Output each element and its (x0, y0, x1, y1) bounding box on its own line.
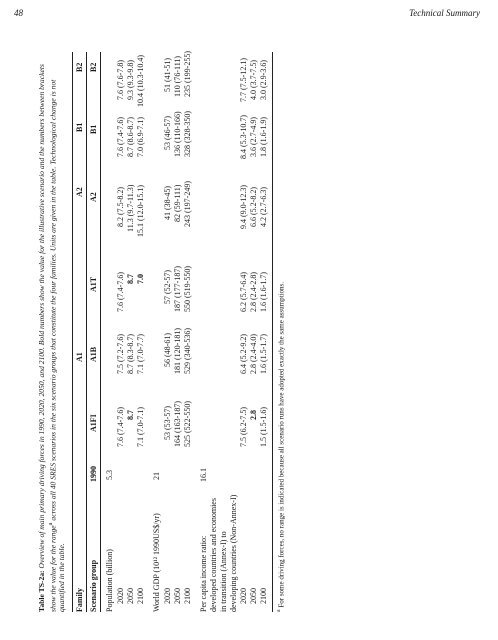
block-title-line: Per capita income ratio: (199, 535, 208, 612)
group-b1: B1 (89, 124, 98, 134)
value-a1fi: 525 (522-550) (183, 401, 192, 447)
year-label: 2050 (126, 588, 135, 604)
value-b1: 7.6 (7.4-7.6) (116, 117, 125, 157)
value-a1b: 1.6 (1.5-1.7) (259, 334, 268, 374)
value-a1b: 529 (340-536) (183, 328, 192, 374)
value-a1fi: 7.6 (7.4-7.6) (116, 407, 125, 447)
year-label: 2100 (136, 588, 145, 604)
base-income-ratio: 16.1 (199, 468, 208, 482)
caption-label: Table TS-2a: (37, 570, 46, 612)
value-a1b: 7.1 (7.0-7.7) (136, 334, 145, 374)
block-title-line: developing countries (Non-Annex-I) (229, 494, 238, 612)
group-a2: A2 (89, 192, 98, 202)
year-label: 2020 (116, 588, 125, 604)
value-a1fi: 7.5 (6.2-7.5) (239, 407, 248, 447)
value-a1t: 7.6 (7.4-7.6) (116, 272, 125, 312)
value-a2: 6.6 (5.2-8.2) (249, 187, 258, 227)
value-b1: 7.0 (6.9-7.1) (136, 117, 145, 157)
value-a1fi: 8.7 (126, 410, 135, 420)
value-a2: 11.3 (9.7-11.3) (126, 184, 135, 232)
value-b1: 8.7 (8.6-8.7) (126, 117, 135, 157)
value-b2: 3.0 (2.9-3.6) (259, 60, 268, 100)
family-a1: A1 (75, 352, 84, 362)
year-label: 2020 (239, 588, 248, 604)
value-a1b: 7.5 (7.2-7.6) (116, 334, 125, 374)
block-title-line: developed countries and economies (209, 498, 218, 612)
value-b2: 51 (41-51) (163, 58, 172, 92)
footnote-text: For some driving forces, no range is indicated because all scenario runs have adopted exactly the same assumptions. (277, 282, 286, 610)
value-b1: 8.4 (5.3-10.7) (239, 115, 248, 159)
value-a2: 82 (59-111) (173, 184, 182, 222)
scenario-group-label: Scenario group (89, 559, 98, 612)
value-b2: 9.3 (9.3-9.8) (126, 60, 135, 100)
value-b2: 7.6 (7.6-7.8) (116, 60, 125, 100)
year-label: 2050 (249, 588, 258, 604)
value-b2: 10.4 (10.3-10.4) (136, 55, 145, 107)
group-a1b: A1B (89, 346, 98, 362)
group-b2: B2 (89, 62, 98, 72)
value-a1fi: 53 (53-57) (163, 406, 172, 440)
table-caption (38, 52, 67, 612)
base-gdp: 21 (152, 472, 161, 480)
value-a2: 15.1 (12.0-15.1) (136, 185, 145, 237)
value-b2: 110 (76-111) (173, 55, 182, 97)
block-title-gdp: World GDP (10¹² 1990US$/yr) (152, 513, 161, 612)
bottom-rule (272, 52, 273, 612)
value-a2: 4.2 (2.7-6.3) (259, 187, 268, 227)
value-a1t: 57 (52-57) (163, 270, 172, 304)
value-a1fi: 7.1 (7.0-7.1) (136, 407, 145, 447)
value-b1: 53 (46-57) (163, 116, 172, 150)
value-b1: 136 (110-166) (173, 111, 182, 157)
group-a1t: A1T (89, 276, 98, 292)
value-a1t: 8.7 (126, 274, 135, 284)
block-title-line: in transition (Annex-I) to (219, 531, 228, 612)
year-label: 2100 (259, 588, 268, 604)
value-a1b: 2.8 (2.4-4.0) (249, 334, 258, 374)
rotated-table (38, 40, 468, 612)
value-a2: 41 (38-45) (163, 186, 172, 220)
year-label: 2020 (163, 588, 172, 604)
value-a1t: 187 (177-187) (173, 266, 182, 312)
family-a2: A2 (75, 187, 84, 197)
value-a1b: 181 (120-181) (173, 328, 182, 374)
page-number: 48 (14, 8, 23, 18)
value-b2: 235 (199-255) (183, 51, 192, 97)
table-footnote (276, 52, 286, 612)
footnote-sup: a (276, 609, 282, 612)
value-b1: 3.6 (2.7-4.9) (249, 117, 258, 157)
family-b1: B1 (75, 122, 84, 132)
value-a1fi: 164 (163-187) (173, 401, 182, 447)
value-b2: 7.7 (7.5-12.1) (239, 58, 248, 102)
year-label: 2050 (173, 588, 182, 604)
value-b1: 1.8 (1.6-1.9) (259, 117, 268, 157)
running-header: Technical Summary (409, 8, 480, 18)
family-b2: B2 (75, 62, 84, 72)
base-population: 5.3 (105, 470, 114, 480)
value-a1fi: 2.8 (249, 410, 258, 420)
value-a1t: 550 (519-550) (183, 266, 192, 312)
value-a1b: 6.4 (5.2-9.2) (239, 334, 248, 374)
family-rule (86, 52, 87, 612)
group-a1fi: A1FI (89, 414, 98, 432)
value-a1b: 56 (48-61) (163, 333, 172, 367)
value-a1t: 1.6 (1.6-1.7) (259, 272, 268, 312)
value-b2: 4.0 (3.7-7.5) (249, 60, 258, 100)
value-a2: 243 (197-249) (183, 181, 192, 227)
top-rule (72, 52, 73, 612)
caption-text-2: across all 40 SRES scenarios in the six scenario groups that constitute the four families. Units are given in the table. Technological change is not quantified in the table. (48, 79, 67, 612)
value-a1t: 2.8 (2.4-2.8) (249, 272, 258, 312)
family-label: Family (75, 588, 84, 612)
value-a1t: 7.0 (136, 274, 145, 284)
header-rule (100, 52, 101, 612)
value-a1fi: 1.5 (1.5-1.6) (259, 407, 268, 447)
block-title-population: Population (billion) (105, 549, 114, 612)
year-label: 2100 (183, 588, 192, 604)
group-1990: 1990 (89, 466, 98, 482)
value-b1: 328 (328-350) (183, 111, 192, 157)
value-a2: 9.4 (9.0-12.3) (239, 185, 248, 229)
value-a1b: 8.7 (8.3-8.7) (126, 334, 135, 374)
value-a1t: 6.2 (5.7-6.4) (239, 272, 248, 312)
value-a2: 8.2 (7.5-8.2) (116, 187, 125, 227)
caption-text: Overview of main primary driving forces in 1990, 2020, 2050, and 2100. Bold numbers show the value for the illustrative scenario and the numbers between brackets show the value for the range (37, 64, 58, 612)
caption-sup: a (46, 522, 54, 526)
